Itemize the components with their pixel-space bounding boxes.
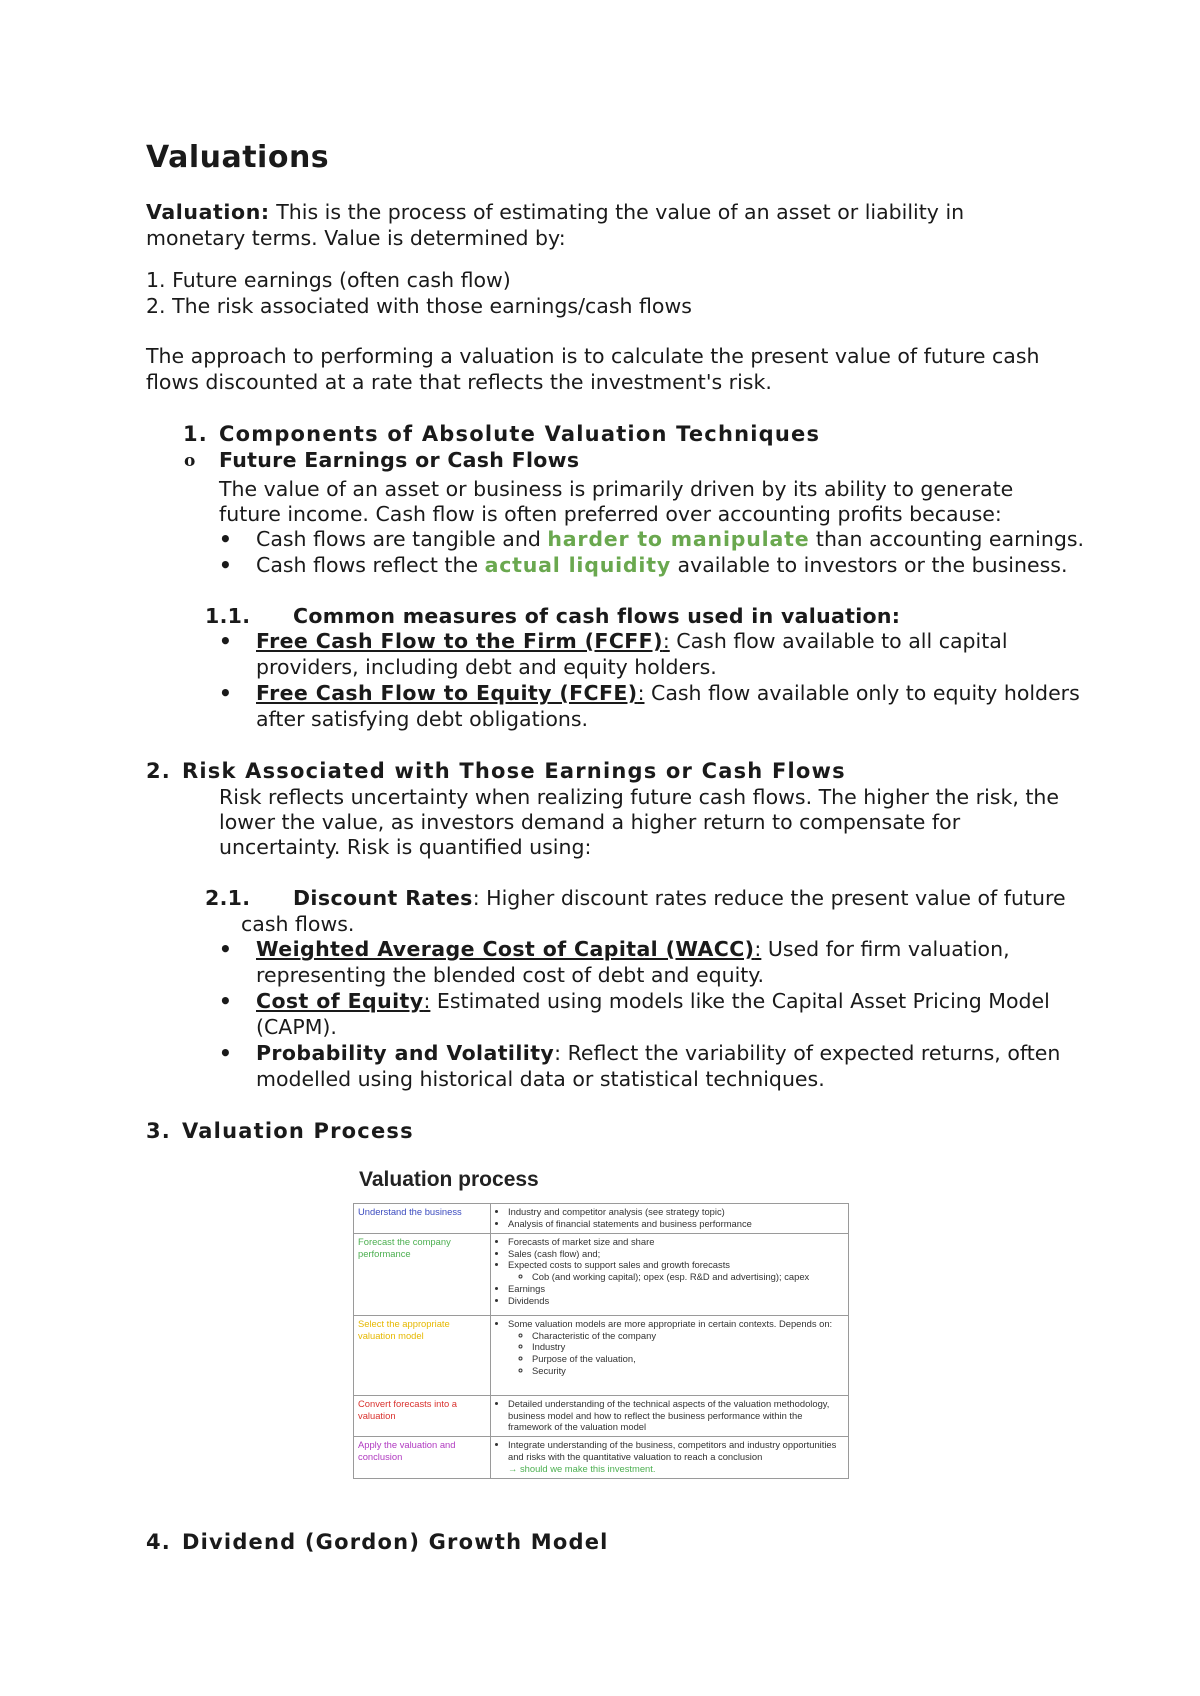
- sub-list-item: ◦ Purpose of the valuation,: [532, 1353, 844, 1365]
- section-3-heading: Valuation Process: [182, 1119, 414, 1143]
- intro-line-1: [146, 200, 964, 225]
- highlight-actual-liquidity: actual liquidity: [484, 553, 671, 577]
- bullet-text: Cash flows are tangible and: [256, 527, 548, 551]
- list-item: • Detailed understanding of the technical aspects of the valuation methodology, business model and how to reflect the business performance within the framework of the valuation model: [508, 1398, 844, 1433]
- table-row: [354, 1437, 849, 1479]
- probability-bullet-line-2: modelled using historical data or statistical techniques.: [256, 1067, 825, 1091]
- intro-list-item-1: 1. Future earnings (often cash flow): [146, 268, 511, 292]
- term-colon: :: [662, 629, 670, 653]
- bullet-text: : Reflect the variability of expected returns, often: [554, 1041, 1061, 1065]
- bullet-dot: •: [219, 527, 232, 551]
- bullet-dot: •: [219, 629, 232, 653]
- section-1-para-2: future income. Cash flow is often preferred over accounting profits because:: [219, 502, 1002, 526]
- section-2-heading: Risk Associated with Those Earnings or Cash Flows: [182, 759, 846, 783]
- step-details: [491, 1204, 849, 1234]
- discount-rates-term: Discount Rates: [293, 886, 473, 910]
- list-item-text: Some valuation models are more appropriate in certain contexts. Depends on:: [508, 1318, 833, 1329]
- term-colon: :: [423, 989, 431, 1013]
- approach-line-1: The approach to performing a valuation is to calculate the present value of future cash: [146, 344, 1040, 368]
- approach-line-2: flows discounted at a rate that reflects the investment's risk.: [146, 370, 772, 394]
- sub-list-item: ◦ Industry: [532, 1341, 844, 1353]
- cost-of-equity-term: Cost of Equity: [256, 989, 424, 1013]
- intro-text-1: This is the process of estimating the value of an asset or liability in: [269, 200, 965, 224]
- section-1-number: 1.: [183, 422, 208, 446]
- step-details: [491, 1396, 849, 1437]
- term-colon: :: [637, 681, 645, 705]
- future-earnings-heading: Future Earnings or Cash Flows: [219, 448, 580, 472]
- section-3-number: 3.: [146, 1119, 171, 1143]
- section-2-number: 2.: [146, 759, 171, 783]
- intro-list-item-2: 2. The risk associated with those earnings/cash flows: [146, 294, 692, 318]
- section-1-heading: Components of Absolute Valuation Techniques: [219, 422, 821, 446]
- bullet-text: : Higher discount rates reduce the present value of future: [472, 886, 1066, 910]
- wacc-term: Weighted Average Cost of Capital (WACC): [256, 937, 755, 961]
- cost-of-equity-line-2: (CAPM).: [256, 1015, 337, 1039]
- step-select-model: Select the appropriate valuation model: [354, 1316, 491, 1396]
- intro-line-2: monetary terms. Value is determined by:: [146, 226, 566, 250]
- bullet-dot: •: [219, 553, 232, 577]
- cash-flow-bullet-1: [256, 527, 1084, 552]
- sub-list-item: ◦ Security: [532, 1365, 844, 1377]
- fcfe-bullet-line-1: [256, 681, 1080, 706]
- bullet-text: available to investors or the business.: [670, 553, 1068, 577]
- bullet-text: than accounting earnings.: [809, 527, 1085, 551]
- subsection-1-1-heading: Common measures of cash flows used in valuation:: [293, 604, 901, 628]
- subsection-1-1-number: 1.1.: [205, 604, 251, 628]
- bullet-dot: •: [219, 1041, 232, 1065]
- step-details: [491, 1234, 849, 1316]
- fcfe-bullet-line-2: after satisfying debt obligations.: [256, 707, 589, 731]
- list-item: • Analysis of financial statements and business performance: [508, 1218, 844, 1230]
- discount-rates-line-1: [293, 886, 1066, 911]
- cost-of-equity-line-1: [256, 989, 1050, 1014]
- list-item: [508, 1318, 844, 1377]
- list-item-text: Expected costs to support sales and growth forecasts: [508, 1259, 730, 1271]
- investment-conclusion: → should we make this investment.: [508, 1462, 656, 1474]
- list-item: • Dividends: [508, 1295, 844, 1307]
- probability-volatility-term: Probability and Volatility: [256, 1041, 555, 1065]
- sub-list-item: ◦ Characteristic of the company: [532, 1330, 844, 1342]
- list-item: • Sales (cash flow) and;: [508, 1248, 844, 1260]
- probability-bullet-line-1: [256, 1041, 1060, 1066]
- step-details: [491, 1437, 849, 1479]
- bullet-dot: •: [219, 937, 232, 961]
- bullet-text: Cash flow available only to equity holders: [644, 681, 1080, 705]
- valuation-term: Valuation:: [146, 200, 270, 224]
- bullet-text: Cash flows reflect the: [256, 553, 485, 577]
- section-2-para-1: Risk reflects uncertainty when realizing future cash flows. The higher the risk, the: [219, 785, 1060, 809]
- figure-title: Valuation process: [359, 1168, 539, 1191]
- term-colon: :: [754, 937, 762, 961]
- list-item: • Industry and competitor analysis (see strategy topic): [508, 1206, 844, 1218]
- highlight-harder-to-manipulate: harder to manipulate: [547, 527, 810, 551]
- sub-marker-o: o: [184, 451, 196, 471]
- subsection-2-1-number: 2.1.: [205, 886, 251, 910]
- fcff-bullet-line-1: [256, 629, 1008, 654]
- section-4-number: 4.: [146, 1530, 171, 1554]
- wacc-bullet-line-1: [256, 937, 1010, 962]
- list-item-text: Integrate understanding of the business, competitors and industry opportunities and risks with the quantitative valuation to reach a conclusion: [508, 1439, 837, 1462]
- cash-flow-bullet-2: [256, 553, 1067, 578]
- fcfe-term: Free Cash Flow to Equity (FCFE): [256, 681, 638, 705]
- list-item: [508, 1259, 844, 1282]
- bullet-text: Estimated using models like the Capital Asset Pricing Model: [430, 989, 1050, 1013]
- section-2-para-3: uncertainty. Risk is quantified using:: [219, 835, 592, 859]
- step-understand: Understand the business: [354, 1204, 491, 1234]
- bullet-dot: •: [219, 989, 232, 1013]
- discount-rates-line-2: cash flows.: [241, 912, 355, 936]
- list-item: [508, 1439, 844, 1474]
- step-convert: Convert forecasts into a valuation: [354, 1396, 491, 1437]
- step-details: [491, 1316, 849, 1396]
- bullet-dot: •: [219, 681, 232, 705]
- valuation-process-table: [353, 1203, 849, 1479]
- list-item: • Forecasts of market size and share: [508, 1236, 844, 1248]
- table-row: [354, 1316, 849, 1396]
- list-item: • Earnings: [508, 1283, 844, 1295]
- wacc-bullet-line-2: representing the blended cost of debt and equity.: [256, 963, 765, 987]
- step-apply: Apply the valuation and conclusion: [354, 1437, 491, 1479]
- section-1-para-1: The value of an asset or business is primarily driven by its ability to generate: [219, 477, 1014, 501]
- bullet-text: Used for firm valuation,: [761, 937, 1010, 961]
- sub-list-item: ◦ Cob (and working capital); opex (esp. R&D and advertising); capex: [532, 1271, 844, 1283]
- table-row: [354, 1234, 849, 1316]
- table-row: [354, 1396, 849, 1437]
- section-2-para-2: lower the value, as investors demand a higher return to compensate for: [219, 810, 961, 834]
- section-4-heading: Dividend (Gordon) Growth Model: [182, 1530, 609, 1554]
- step-forecast: Forecast the company performance: [354, 1234, 491, 1316]
- fcff-term: Free Cash Flow to the Firm (FCFF): [256, 629, 663, 653]
- table-row: [354, 1204, 849, 1234]
- bullet-text: Cash flow available to all capital: [669, 629, 1008, 653]
- fcff-bullet-line-2: providers, including debt and equity holders.: [256, 655, 717, 679]
- page-title: Valuations: [146, 140, 330, 175]
